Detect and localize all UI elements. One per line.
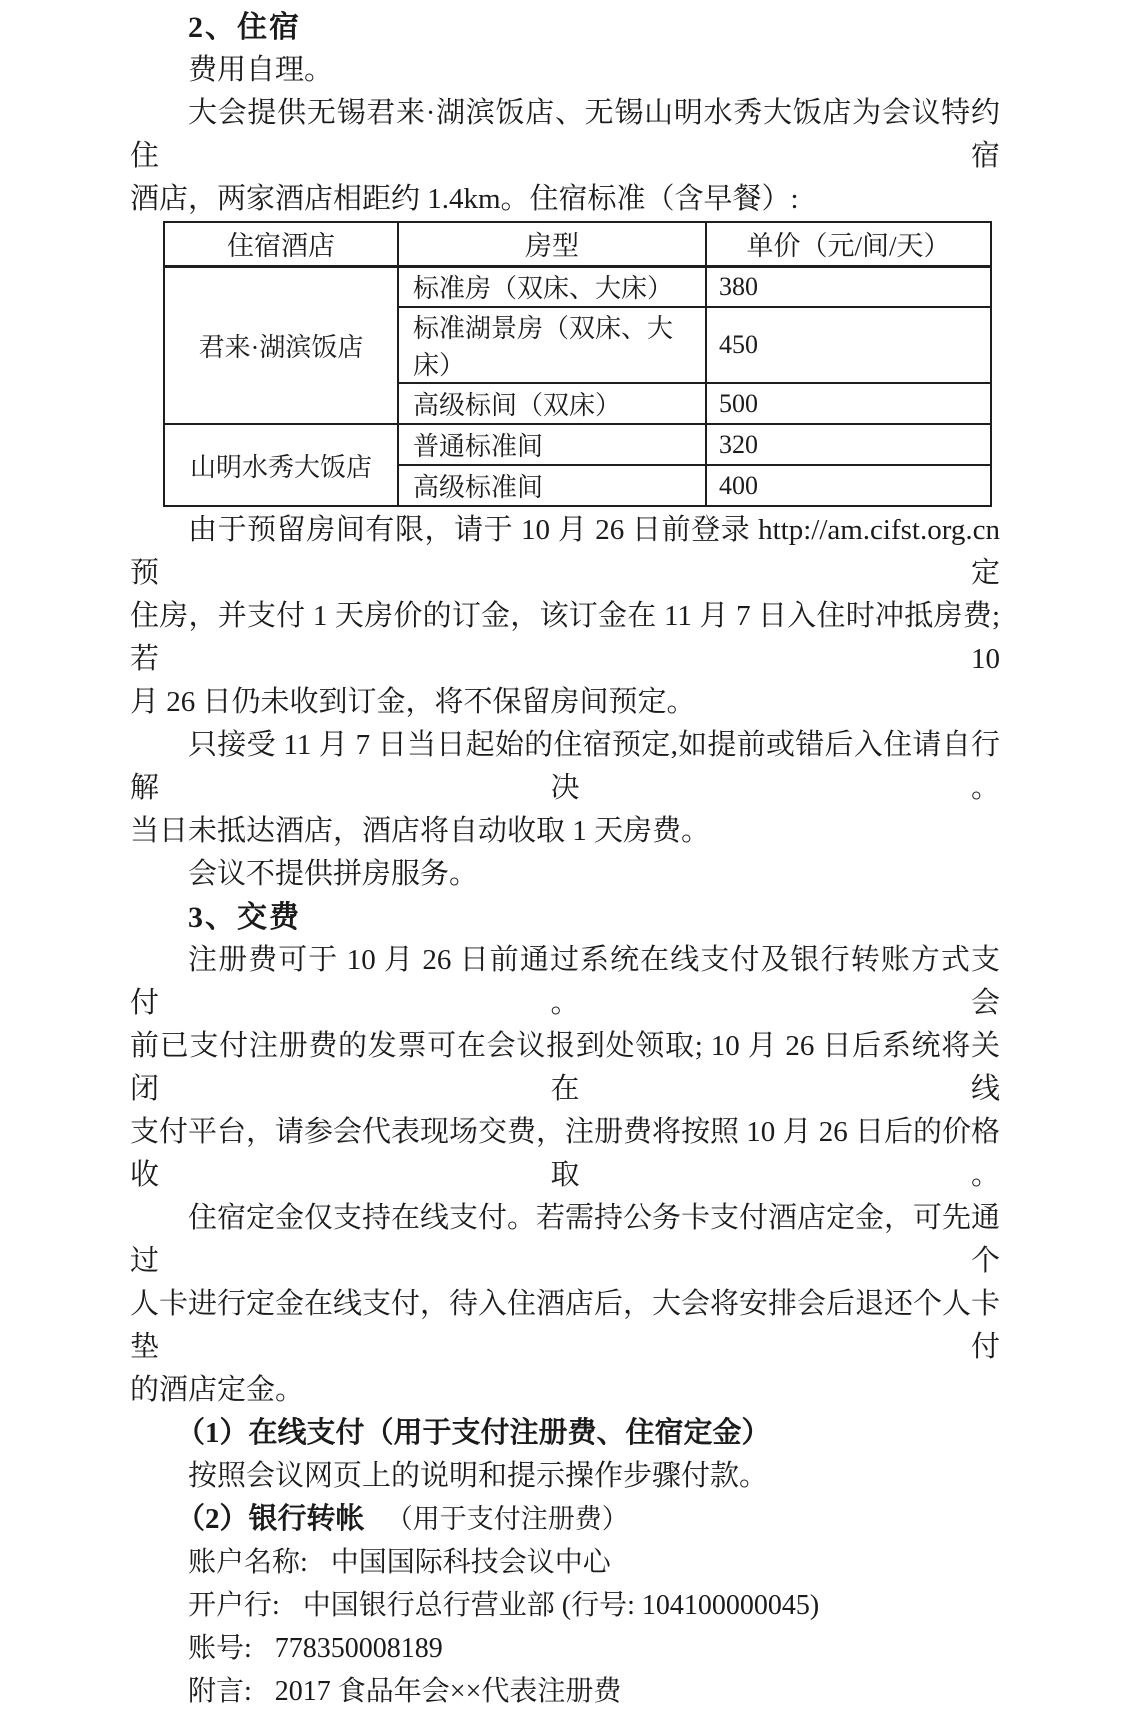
booking-suffix-text: 预定 bbox=[130, 557, 1000, 589]
table-row bbox=[164, 266, 991, 307]
registration-fee-line-3: 支付平台，请参会代表现场交费，注册费将按照 10 月 26 日后的价格收取。 bbox=[130, 1116, 1001, 1191]
online-payment-instruction: 按照会议网页上的说明和提示操作步骤付款。 bbox=[188, 1460, 769, 1492]
memo-label: 附言: bbox=[188, 1676, 252, 1707]
deposit-payment-line-1: 住宿定金仅支持在线支付。若需持公务卡支付酒店定金，可先通过个 bbox=[130, 1202, 1001, 1277]
table-row bbox=[164, 424, 991, 465]
registration-fee-line-1: 注册费可于 10 月 26 日前通过系统在线支付及银行转账方式支付。会 bbox=[130, 944, 1000, 1019]
bank-transfer-heading: （2）银行转帐 bbox=[176, 1503, 365, 1535]
price-column-header: 单价（元/间/天） bbox=[706, 222, 991, 266]
room-type-cell: 高级标间（双床） bbox=[398, 383, 706, 424]
account-name-label: 账户名称: bbox=[188, 1547, 308, 1578]
no-room-sharing-text: 会议不提供拼房服务。 bbox=[188, 858, 479, 890]
table-header-row bbox=[164, 222, 991, 266]
hotel-price-table bbox=[163, 221, 992, 507]
room-type-cell: 标准房（双床、大床） bbox=[398, 266, 706, 307]
room-type-cell: 高级标准间 bbox=[398, 465, 706, 506]
room-type-cell: 普通标准间 bbox=[398, 424, 706, 465]
room-type-column-header: 房型 bbox=[398, 222, 706, 266]
account-name-value: 中国国际科技会议中心 bbox=[330, 1547, 611, 1578]
account-number-value: 778350008189 bbox=[274, 1633, 443, 1664]
booking-url: http://am.cifst.org.cn bbox=[758, 514, 1000, 546]
online-payment-heading: （1）在线支付（用于支付注册费、住宿定金） bbox=[176, 1417, 771, 1449]
account-number-row bbox=[130, 1627, 1000, 1670]
hotel-column-header: 住宿酒店 bbox=[164, 222, 398, 266]
bank-transfer-heading-row bbox=[130, 1498, 1000, 1541]
deposit-payment-line-3: 的酒店定金。 bbox=[130, 1374, 305, 1406]
registration-fee-line-2: 前已支付注册费的发票可在会议报到处领取; 10 月 26 日后系统将关闭在线 bbox=[130, 1030, 1000, 1105]
hotel-name-cell: 君来·湖滨饭店 bbox=[164, 266, 398, 424]
room-type-cell: 标准湖景房（双床、大床） bbox=[398, 307, 706, 383]
price-cell: 400 bbox=[706, 465, 991, 506]
self-pay-text: 费用自理。 bbox=[188, 54, 334, 86]
price-cell: 500 bbox=[706, 383, 991, 424]
checkin-policy-line-1: 只接受 11 月 7 日当日起始的住宿预定,如提前或错后入住请自行解决。 bbox=[130, 729, 1000, 804]
price-cell: 320 bbox=[706, 424, 991, 465]
account-name-row bbox=[130, 1541, 1000, 1584]
deposit-payment-line-2: 人卡进行定金在线支付，待入住酒店后，大会将安排会后退还个人卡垫付 bbox=[130, 1288, 1001, 1363]
booking-paragraph-line-1 bbox=[130, 509, 1000, 595]
section-accommodation-heading: 2、住宿 bbox=[188, 11, 301, 44]
bank-branch-value: 中国银行总行营业部 (行号: 104100000045) bbox=[302, 1590, 820, 1621]
memo-value: 2017 食品年会××代表注册费 bbox=[274, 1676, 622, 1707]
price-cell: 450 bbox=[706, 307, 991, 383]
booking-deadline-text: 由于预留房间有限，请于 10 月 26 日前登录 bbox=[188, 514, 751, 546]
section-payment-heading: 3、交费 bbox=[188, 901, 301, 934]
checkin-policy-line-2: 当日未抵达酒店，酒店将自动收取 1 天房费。 bbox=[130, 815, 711, 847]
memo-row bbox=[130, 1670, 1000, 1713]
account-number-label: 账号: bbox=[188, 1633, 252, 1664]
booking-paragraph-line-2: 住房，并支付 1 天房价的订金，该订金在 11 月 7 日入住时冲抵房费; 若 10 bbox=[130, 600, 1000, 675]
booking-paragraph-line-3: 月 26 日仍未收到订金，将不保留房间预定。 bbox=[130, 686, 696, 718]
bank-transfer-note: （用于支付注册费） bbox=[385, 1504, 629, 1534]
bank-branch-row bbox=[130, 1584, 1000, 1627]
hotels-intro-line-1: 大会提供无锡君来·湖滨饭店、无锡山明水秀大饭店为会议特约住宿 bbox=[130, 97, 1000, 172]
hotel-name-cell: 山明水秀大饭店 bbox=[164, 424, 398, 506]
bank-branch-label: 开户行: bbox=[188, 1590, 280, 1621]
hotels-intro-line-2: 酒店，两家酒店相距约 1.4km。住宿标准（含早餐）: bbox=[130, 183, 799, 215]
price-cell: 380 bbox=[706, 266, 991, 307]
